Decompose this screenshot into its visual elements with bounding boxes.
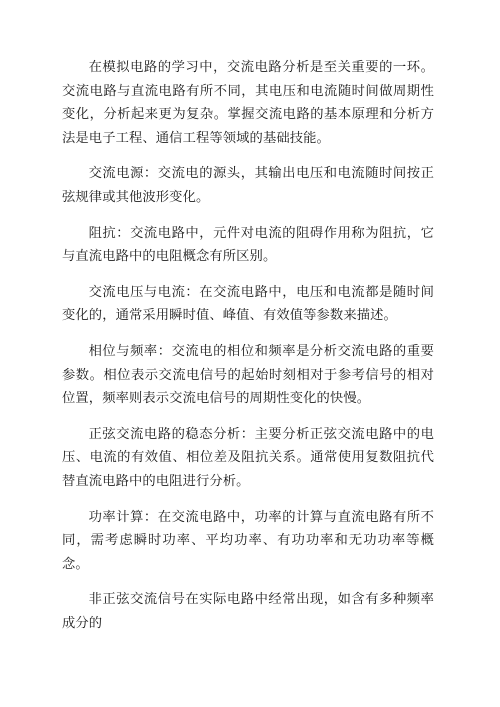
power-calculation-paragraph: 功率计算：在交流电路中，功率的计算与直流电路有所不同，需考虑瞬时功率、平均功率、有功功率和无功功率等概念。 (62, 509, 434, 572)
steady-state-paragraph: 正弦交流电路的稳态分析：主要分析正弦交流电路中的电压、电流的有效值、相位差及阻抗关系。通常使用复数阻抗代替直流电路中的电阻进行分析。 (62, 426, 434, 489)
intro-paragraph: 在模拟电路的学习中，交流电路分析是至关重要的一环。交流电路与直流电路有所不同，其电压和电流随时间做周期性变化，分析起来更为复杂。掌握交流电路的基本原理和分析方法是电子工程、通信工程等领域的基础技能。 (62, 60, 434, 146)
non-sinusoidal-paragraph: 非正弦交流信号在实际电路中经常出现，如含有多种频率成分的 (62, 592, 434, 631)
voltage-current-paragraph: 交流电压与电流：在交流电路中，电压和电流都是随时间变化的，通常采用瞬时值、峰值、有效值等参数来描述。 (62, 284, 434, 324)
phase-frequency-paragraph: 相位与频率：交流电的相位和频率是分析交流电路的重要参数。相位表示交流电信号的起始时刻相对于参考信号的相对位置，频率则表示交流电信号的周期性变化的快慢。 (62, 343, 434, 407)
document-body (62, 56, 434, 647)
impedance-paragraph: 阻抗：交流电路中，元件对电流的阻碍作用称为阻抗，它与直流电路中的电阻概念有所区别。 (62, 225, 434, 265)
ac-source-paragraph: 交流电源：交流电的源头，其输出电压和电流随时间按正弦规律或其他波形变化。 (62, 166, 434, 205)
